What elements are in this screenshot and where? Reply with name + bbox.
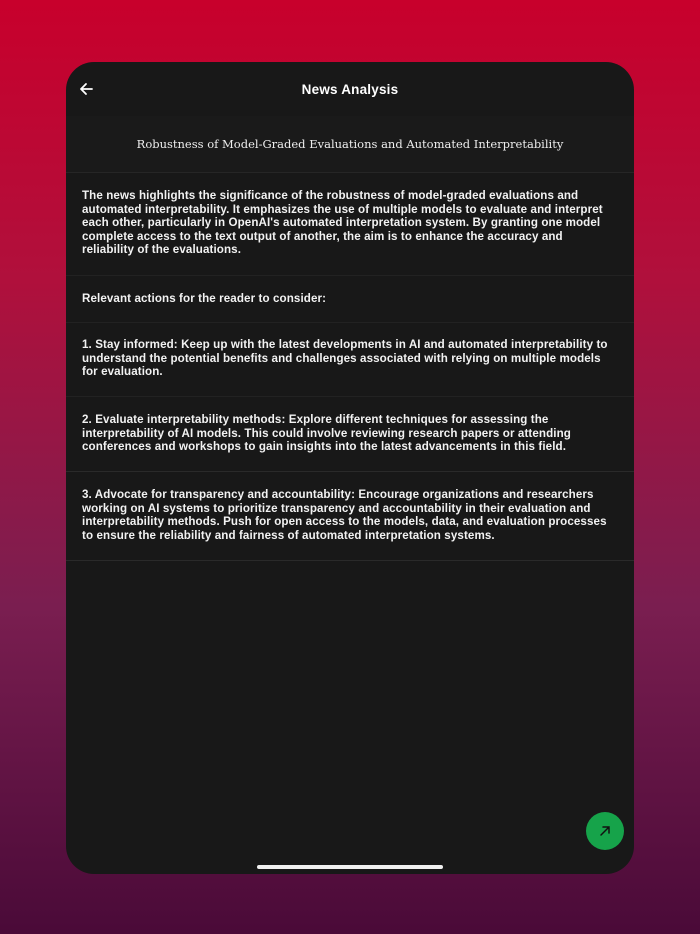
page-title: News Analysis (301, 81, 399, 97)
action-item: 3. Advocate for transparency and accountability: Encourage organizations and researchers working on AI systems to prioritize transparency and accountability in their evaluation and interpretability methods. Push for open access to the models, data, and evaluation processes to ensure the reliability and fairness of automated interpretation systems. (66, 472, 634, 561)
arrow-up-right-icon (598, 824, 612, 838)
header (66, 62, 634, 116)
news-analysis-screen (66, 62, 634, 874)
actions-heading: Relevant actions for the reader to consider: (66, 276, 634, 323)
open-article-button[interactable] (586, 812, 624, 850)
article-title: Robustness of Model-Graded Evaluations and Automated Interpretability (66, 116, 634, 173)
back-button[interactable] (76, 79, 96, 99)
action-item: 2. Evaluate interpretability methods: Explore different techniques for assessing the interpretability of AI models. This could involve reviewing research papers or attending conferences and workshops to gain insights into the latest advancements in this field. (66, 397, 634, 472)
arrow-left-icon (76, 79, 96, 99)
home-indicator[interactable] (257, 865, 443, 869)
action-item: 1. Stay informed: Keep up with the latest developments in AI and automated interpretability to understand the potential benefits and challenges associated with relying on multiple models for evaluation. (66, 323, 634, 397)
summary-paragraph: The news highlights the significance of the robustness of model-graded evaluations and automated interpretability. It emphasizes the use of multiple models to evaluate and interpret each other, particularly in OpenAI's automated interpretation system. By granting one model complete access to the text output of another, the aim is to enhance the accuracy and reliability of the evaluations. (66, 173, 634, 276)
